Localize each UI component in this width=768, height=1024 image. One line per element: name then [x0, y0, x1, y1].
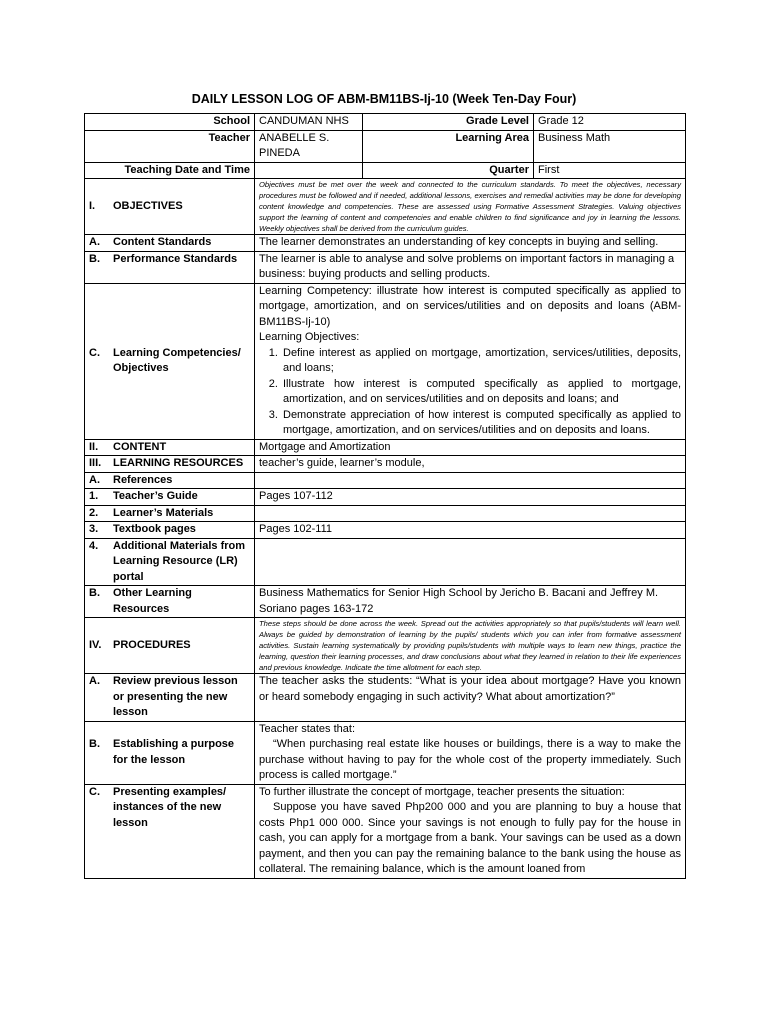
competencies-num: C. — [89, 346, 100, 359]
performance-standards-heading — [85, 251, 255, 283]
references-label: References — [113, 473, 173, 486]
additional-materials-text — [255, 538, 686, 586]
performance-standards-num: B. — [89, 252, 100, 265]
competencies-row — [85, 283, 686, 439]
purpose-text: “When purchasing real estate like houses or buildings, there is a way to make the purchase without having to pay for the whole cost of the property immediately. Such process is called mortgage.” — [259, 738, 681, 781]
date-label: Teaching Date and Time — [85, 162, 255, 179]
objective-item: 2. Illustrate how interest is computed specifically as applied to mortgage, amortization, and on services/utilities and on deposits and loans; and — [281, 377, 681, 408]
content-standards-heading — [85, 235, 255, 252]
other-resources-label: Other Learning Resources — [113, 587, 192, 615]
teachers-guide-label: Teacher’s Guide — [113, 490, 198, 502]
objectives-heading-text: Learning Objectives: — [259, 331, 360, 343]
content-heading — [85, 439, 255, 456]
objectives-label: OBJECTIVES — [113, 199, 183, 212]
school-value: CANDUMAN NHS — [255, 114, 363, 131]
performance-standards-label: Performance Standards — [113, 252, 238, 265]
learners-materials-label: Learner’s Materials — [113, 506, 214, 519]
content-standards-row — [85, 235, 686, 252]
objectives-list — [259, 346, 681, 439]
competency-text: Learning Competency: illustrate how interest is computed specifically as applied to mortgage, amortization, and on services/utilities and on deposits and loans (ABM-BM11BS-Ij-10) — [259, 284, 681, 328]
grade-level-value: Grade 12 — [534, 114, 686, 131]
other-resources-heading — [85, 586, 255, 618]
textbook-pages-text: Pages 102-111 — [255, 522, 686, 539]
content-standards-text: The learner demonstrates an understanding of key concepts in buying and selling. — [255, 235, 686, 252]
competencies-heading — [85, 283, 255, 439]
procedures-num: IV. — [89, 638, 102, 651]
teacher-row — [85, 130, 686, 162]
examples-num: C. — [89, 785, 100, 798]
grade-level-label: Grade Level — [363, 114, 534, 131]
other-resources-text: Business Mathematics for Senior High School by Jericho B. Bacani and Jeffrey M. Soriano pages 163-172 — [255, 586, 686, 618]
procedures-heading — [85, 618, 255, 674]
learners-materials-text — [255, 505, 686, 522]
additional-materials-heading — [85, 538, 255, 586]
teacher-value: ANABELLE S. PINEDA — [255, 130, 363, 162]
additional-materials-label: Additional Materials from Learning Resource (LR) portal — [113, 539, 246, 583]
content-label: CONTENT — [113, 440, 167, 453]
textbook-pages-heading — [85, 522, 255, 539]
quarter-label: Quarter — [363, 162, 534, 179]
review-heading — [85, 674, 255, 722]
references-num: A. — [89, 473, 100, 486]
procedures-note: These steps should be done across the week. Spread out the activities appropriately so that pupils/students will learn well. Always be guided by demonstration of learning by the pupils/ students which you can infer from formative assessment activities. Sustain learning systematically by providing pupils/students with multiple ways to learn new things, practice the learning, question their learning processes, and draw conclusions about what they learned in relation to their life experiences and previous knowledge. Indicate the time allotment for each step. — [255, 618, 686, 674]
teachers-guide-heading — [85, 489, 255, 506]
date-value — [255, 162, 363, 179]
learners-materials-row — [85, 505, 686, 522]
objectives-num: I. — [89, 199, 96, 212]
school-label: School — [85, 114, 255, 131]
references-text — [255, 472, 686, 489]
school-row — [85, 114, 686, 131]
examples-heading — [85, 784, 255, 878]
references-row — [85, 472, 686, 489]
competencies-label: Learning Competencies/ Objectives — [113, 346, 241, 374]
objectives-note: Objectives must be met over the week and connected to the curriculum standards. To meet the objectives, necessary procedures must be followed and if needed, additional lessons, exercises and remedial activities may be done for developing content knowledge and competencies. These are assessed using Formative Assessment Strategies. Valuing objectives support the learning of content and competencies and enable children to find significance and joy in learning the lessons. Weekly objectives shall be derived from the curriculum guides. — [255, 179, 686, 235]
resources-num: III. — [89, 457, 102, 469]
purpose-intro: Teacher states that: — [259, 722, 355, 735]
examples-text: Suppose you have saved Php200 000 and you are planning to buy a house that costs Php1 000 000. Since your savings is not enough to fully pay for the house in cash, you can apply for a mortgage from a bank. Your savings can be used as a down payment, and then you can pay the remaining balance to the bank using the house as collateral. The remaining balance, which is the amount loaned from — [259, 801, 681, 875]
procedures-row — [85, 618, 686, 674]
learners-materials-heading — [85, 505, 255, 522]
content-standards-label: Content Standards — [113, 236, 212, 248]
additional-materials-num: 4. — [89, 539, 99, 552]
date-row — [85, 162, 686, 179]
content-text: Mortgage and Amortization — [255, 439, 686, 456]
teachers-guide-row — [85, 489, 686, 506]
purpose-label: Establishing a purpose for the lesson — [113, 738, 235, 766]
review-num: A. — [89, 675, 100, 687]
examples-intro: To further illustrate the concept of mortgage, teacher presents the situation: — [259, 785, 625, 798]
references-heading — [85, 472, 255, 489]
learners-materials-num: 2. — [89, 506, 99, 519]
examples-row — [85, 784, 686, 878]
purpose-heading — [85, 721, 255, 784]
review-text: The teacher asks the students: “What is your idea about mortgage? Have you known or heard somebody engaging in such activity? What about amortization?” — [255, 674, 686, 722]
procedures-label: PROCEDURES — [113, 638, 191, 651]
review-row — [85, 674, 686, 722]
textbook-pages-label: Textbook pages — [113, 523, 196, 535]
learning-area-value: Business Math — [534, 130, 686, 162]
resources-row — [85, 456, 686, 473]
textbook-pages-num: 3. — [89, 523, 99, 535]
content-standards-num: A. — [89, 236, 100, 248]
document-title: DAILY LESSON LOG OF ABM-BM11BS-Ij-10 (Week Ten-Day Four) — [191, 92, 577, 106]
competencies-cell — [255, 283, 686, 439]
objective-item: 1. Define interest as applied on mortgage, amortization, services/utilities, deposits, and loans; — [281, 346, 681, 377]
other-resources-row — [85, 586, 686, 618]
additional-materials-row — [85, 538, 686, 586]
objectives-heading — [85, 179, 255, 235]
teachers-guide-text: Pages 107-112 — [255, 489, 686, 506]
teacher-label: Teacher — [85, 130, 255, 162]
content-num: II. — [89, 440, 99, 453]
purpose-row — [85, 721, 686, 784]
resources-text: teacher’s guide, learner’s module, — [255, 456, 686, 473]
lesson-log-table — [84, 113, 686, 879]
content-row — [85, 439, 686, 456]
purpose-cell — [255, 721, 686, 784]
objectives-row — [85, 179, 686, 235]
performance-standards-text: The learner is able to analyse and solve problems on important factors in managing a business: buying products and selling products. — [255, 251, 686, 283]
other-resources-num: B. — [89, 587, 100, 599]
learning-area-label: Learning Area — [363, 130, 534, 162]
review-label: Review previous lesson or presenting the new lesson — [113, 675, 238, 718]
examples-cell — [255, 784, 686, 878]
teachers-guide-num: 1. — [89, 490, 99, 502]
performance-standards-row — [85, 251, 686, 283]
resources-label: LEARNING RESOURCES — [113, 457, 244, 469]
textbook-pages-row — [85, 522, 686, 539]
examples-label: Presenting examples/ instances of the new lesson — [113, 785, 227, 829]
quarter-value: First — [534, 162, 686, 179]
objective-item: 3. Demonstrate appreciation of how interest is computed specifically as applied to mortgage, amortization, and on services/utilities and on deposits and loans. — [281, 408, 681, 439]
resources-heading — [85, 456, 255, 473]
purpose-num: B. — [89, 738, 100, 750]
